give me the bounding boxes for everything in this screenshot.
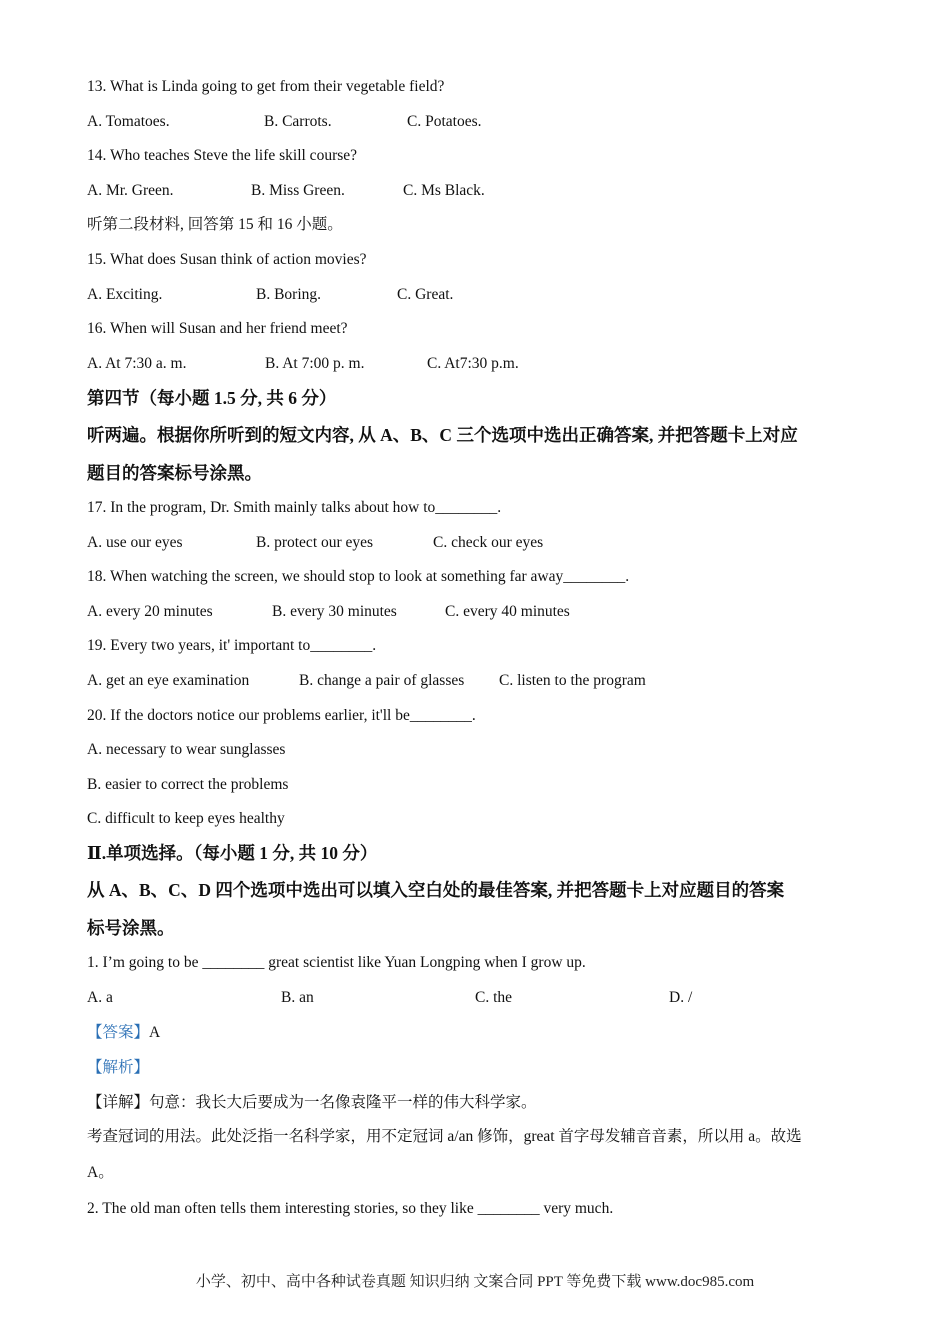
explanation: 考查冠词的用法。此处泛指一名科学家，用不定冠词 a/an 修饰，great 首字母发辅音音素，所以用 a。故选 xyxy=(87,1128,802,1145)
option-c: C. At7:30 p.m. xyxy=(427,355,519,372)
question-20: 20. If the doctors notice our problems earlier, it'll be________. xyxy=(87,707,476,724)
option-b: B. change a pair of glasses xyxy=(299,672,465,689)
analysis-line xyxy=(87,1058,149,1078)
option-a: A. get an eye examination xyxy=(87,672,250,689)
option-c: C. check our eyes xyxy=(433,534,544,551)
mc-question-2: 2. The old man often tells them interesting stories, so they like ________ very much. xyxy=(87,1200,614,1217)
question-14: 14. Who teaches Steve the life skill course? xyxy=(87,147,358,164)
question-17: 17. In the program, Dr. Smith mainly talks about how to________. xyxy=(87,499,502,516)
option-a: A. use our eyes xyxy=(87,534,183,551)
question-15: 15. What does Susan think of action movies? xyxy=(87,251,367,268)
option-a: A. Tomatoes. xyxy=(87,113,170,130)
answer-tag: 【答案】 xyxy=(87,1024,150,1041)
option-b: B. Carrots. xyxy=(264,113,332,130)
option-b: B. every 30 minutes xyxy=(272,603,397,620)
answer-line xyxy=(87,1023,160,1043)
question-16: 16. When will Susan and her friend meet? xyxy=(87,320,348,337)
detail-line xyxy=(87,1093,537,1113)
option-c: C. listen to the program xyxy=(499,672,646,689)
page-footer: 小学、初中、高中各种试卷真题 知识归纳 文案合同 PPT 等免费下载 www.doc985.com xyxy=(195,1274,755,1290)
option-c: C. Potatoes. xyxy=(407,113,482,130)
option-a: A. a xyxy=(87,989,113,1006)
option-c: C. Great. xyxy=(397,286,454,303)
question-18: 18. When watching the screen, we should stop to look at something far away________. xyxy=(87,568,630,585)
option-b: B. Miss Green. xyxy=(251,182,345,199)
option-b: B. protect our eyes xyxy=(256,534,374,551)
option-b: B. Boring. xyxy=(256,286,322,303)
section-4-instruction-cont: 题目的答案标号涂黑。 xyxy=(87,463,262,483)
option-b: B. an xyxy=(281,989,314,1006)
question-13: 13. What is Linda going to get from their vegetable field? xyxy=(87,78,445,95)
option-a: A. At 7:30 a. m. xyxy=(87,355,187,372)
option-a: A. Mr. Green. xyxy=(87,182,174,199)
option-c: C. every 40 minutes xyxy=(445,603,570,620)
detail-text: 句意：我长大后要成为一名像袁隆平一样的伟大科学家。 xyxy=(149,1094,537,1111)
option-c: C. the xyxy=(475,989,513,1006)
option-c: C. Ms Black. xyxy=(403,182,485,199)
section-4-instruction: 听两遍。根据你所听到的短文内容, 从 A、B、C 三个选项中选出正确答案, 并把答题卡上对应 xyxy=(87,425,798,445)
mc-question-1: 1. I’m going to be ________ great scientist like Yuan Longping when I grow up. xyxy=(87,954,586,971)
option-b: B. At 7:00 p. m. xyxy=(265,355,365,372)
option-a: A. Exciting. xyxy=(87,286,163,303)
question-19: 19. Every two years, it' important to________. xyxy=(87,637,377,654)
analysis-tag: 【解析】 xyxy=(87,1059,150,1076)
listening-instruction-2: 听第二段材料, 回答第 15 和 16 小题。 xyxy=(87,216,343,233)
option-b: B. easier to correct the problems xyxy=(87,776,289,793)
section-4-title: 第四节（每小题 1.5 分, 共 6 分） xyxy=(87,388,337,408)
part-2-instruction: 从 A、B、C、D 四个选项中选出可以填入空白处的最佳答案, 并把答题卡上对应题目的答案 xyxy=(87,880,785,900)
answer-value: A xyxy=(149,1024,161,1041)
detail-tag: 【详解】 xyxy=(87,1094,150,1111)
option-d: D. / xyxy=(669,989,693,1006)
option-a: A. every 20 minutes xyxy=(87,603,213,620)
part-2-title: Ⅱ.单项选择。（每小题 1 分, 共 10 分） xyxy=(87,843,378,863)
part-2-instruction-cont: 标号涂黑。 xyxy=(87,918,175,938)
explanation-cont: A。 xyxy=(87,1164,114,1181)
option-a: A. necessary to wear sunglasses xyxy=(87,741,286,758)
option-c: C. difficult to keep eyes healthy xyxy=(87,810,285,827)
